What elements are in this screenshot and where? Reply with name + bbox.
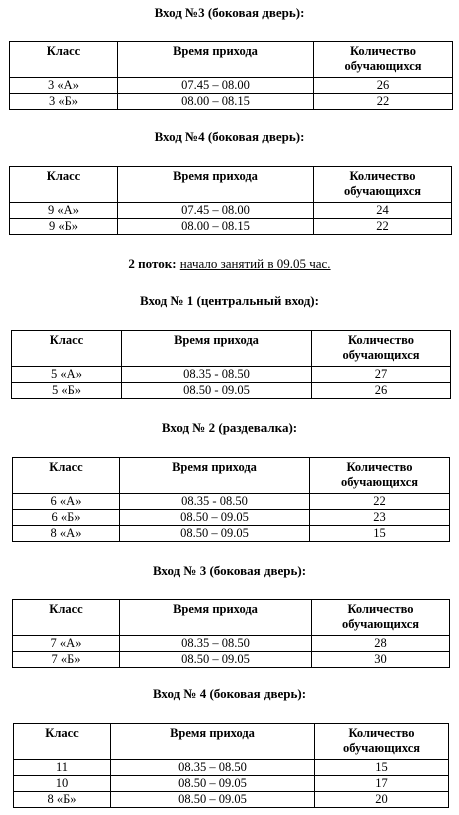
table-cell: 3 «А» (10, 78, 118, 94)
table-cell: 5 «А» (12, 367, 122, 383)
header-class: Класс (13, 600, 120, 636)
header-count: Количество обучающихся (312, 331, 451, 367)
table-row (10, 94, 453, 110)
table-cell: 7 «А» (13, 636, 120, 652)
header-class: Класс (12, 331, 122, 367)
header-count: Количество обучающихся (314, 167, 452, 203)
entrance-4-heading: Вход №4 (боковая дверь): (154, 129, 305, 144)
table-cell: 08.00 – 08.15 (118, 219, 314, 235)
table-cell: 08.35 - 08.50 (120, 494, 310, 510)
table-row (13, 652, 450, 668)
table-cell: 10 (14, 776, 111, 792)
table-cell: 22 (314, 94, 453, 110)
table-cell: 08.50 – 09.05 (111, 792, 315, 808)
table-cell: 20 (315, 792, 449, 808)
header-time: Время прихода (122, 331, 312, 367)
header-time: Время прихода (120, 600, 312, 636)
entrance-4-table (9, 166, 452, 235)
table-cell: 23 (310, 510, 450, 526)
table-cell: 08.00 – 08.15 (118, 94, 314, 110)
table-row (13, 494, 450, 510)
table-row (13, 526, 450, 542)
table-cell: 22 (310, 494, 450, 510)
table-row (13, 636, 450, 652)
table-cell: 17 (315, 776, 449, 792)
table-row (12, 383, 451, 399)
table-row (14, 760, 449, 776)
table-cell: 27 (312, 367, 451, 383)
table-cell: 08.35 – 08.50 (120, 636, 312, 652)
entrance-1-table (11, 330, 451, 399)
table-cell: 08.50 – 09.05 (120, 510, 310, 526)
table-cell: 07.45 – 08.00 (118, 78, 314, 94)
table-cell: 11 (14, 760, 111, 776)
table-cell: 9 «Б» (10, 219, 118, 235)
stream-2-label: 2 поток: (128, 256, 177, 271)
entrance-3b-heading: Вход № 3 (боковая дверь): (152, 563, 307, 578)
table-cell: 07.45 – 08.00 (118, 203, 314, 219)
table-cell: 6 «А» (13, 494, 120, 510)
stream-2-note (0, 256, 459, 272)
table-cell: 15 (315, 760, 449, 776)
table-row (14, 792, 449, 808)
table-cell: 08.35 - 08.50 (122, 367, 312, 383)
header-count: Количество обучающихся (312, 600, 450, 636)
table-cell: 08.35 – 08.50 (111, 760, 315, 776)
table-cell: 22 (314, 219, 452, 235)
header-count: Количество обучающихся (314, 42, 453, 78)
header-class: Класс (10, 42, 118, 78)
entrance-3b-table (12, 599, 450, 668)
stream-2-text: начало занятий в 09.05 час. (179, 256, 331, 271)
table-cell: 8 «Б» (14, 792, 111, 808)
header-class: Класс (13, 458, 120, 494)
table-cell: 5 «Б» (12, 383, 122, 399)
header-time: Время прихода (118, 42, 314, 78)
table-row (12, 367, 451, 383)
header-time: Время прихода (118, 167, 314, 203)
header-class: Класс (10, 167, 118, 203)
entrance-1-heading: Вход № 1 (центральный вход): (140, 293, 319, 308)
table-cell: 7 «Б» (13, 652, 120, 668)
entrance-4b-table (13, 723, 449, 808)
table-cell: 26 (314, 78, 453, 94)
entrance-4b-heading: Вход № 4 (боковая дверь): (152, 686, 307, 701)
table-cell: 6 «Б» (13, 510, 120, 526)
header-count: Количество обучающихся (315, 724, 449, 760)
table-row (13, 510, 450, 526)
entrance-3-table (9, 41, 453, 110)
header-count: Количество обучающихся (310, 458, 450, 494)
table-cell: 28 (312, 636, 450, 652)
table-cell: 08.50 – 09.05 (111, 776, 315, 792)
entrance-3-heading: Вход №3 (боковая дверь): (154, 5, 305, 20)
table-cell: 08.50 – 09.05 (120, 652, 312, 668)
entrance-2-heading: Вход № 2 (раздевалка): (161, 420, 298, 435)
table-row (10, 78, 453, 94)
table-cell: 3 «Б» (10, 94, 118, 110)
table-cell: 08.50 - 09.05 (122, 383, 312, 399)
table-cell: 15 (310, 526, 450, 542)
header-class: Класс (14, 724, 111, 760)
table-cell: 30 (312, 652, 450, 668)
table-row (14, 776, 449, 792)
table-cell: 26 (312, 383, 451, 399)
table-row (10, 203, 452, 219)
entrance-2-table (12, 457, 450, 542)
table-cell: 8 «А» (13, 526, 120, 542)
table-cell: 24 (314, 203, 452, 219)
header-time: Время прихода (120, 458, 310, 494)
table-row (10, 219, 452, 235)
header-time: Время прихода (111, 724, 315, 760)
table-cell: 08.50 – 09.05 (120, 526, 310, 542)
table-cell: 9 «А» (10, 203, 118, 219)
